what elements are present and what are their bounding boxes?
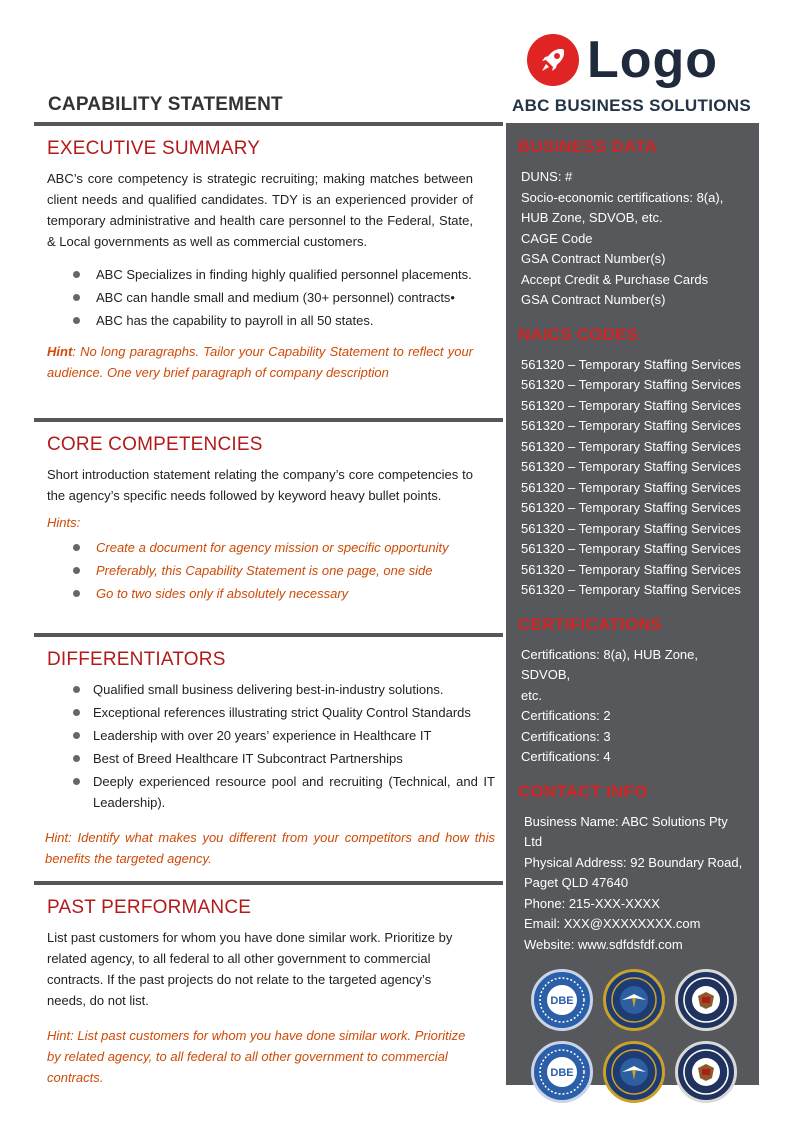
- list-item: Socio-economic certifications: 8(a),: [521, 189, 724, 205]
- certifications-list: [518, 645, 747, 768]
- differentiators-hint: Hint: Identify what makes you different from your competitors and how this benefits the targeted agency.: [45, 830, 495, 866]
- contact-business-name: Business Name: ABC Solutions Pty Ltd: [524, 813, 728, 849]
- core-competencies-section: [34, 418, 503, 633]
- bullet-icon: [73, 709, 80, 716]
- core-competencies-heading: CORE COMPETENCIES: [47, 434, 263, 455]
- list-item: Certifications: 2: [521, 708, 611, 723]
- bullet-icon: [73, 778, 80, 785]
- list-item: 561320 – Temporary Staffing Services: [521, 356, 741, 372]
- certifications-heading: CERTIFICATIONS: [518, 614, 663, 634]
- executive-summary-bullets: [47, 264, 473, 331]
- differentiators-bullets: [47, 679, 495, 813]
- list-item: Exceptional references illustrating strict Quality Control Standards: [47, 702, 495, 723]
- list-item: Preferably, this Capability Statement is one page, one side: [47, 560, 473, 581]
- bullet-icon: [73, 271, 80, 278]
- list-item: Deeply experienced resource pool and recruiting (Technical, and IT Leadership).: [47, 771, 495, 813]
- bullet-icon: [73, 755, 80, 762]
- contact-email: Email: XXX@XXXXXXXX.com: [524, 916, 701, 931]
- naics-heading: NAICS CODES: [518, 324, 639, 344]
- faa-seal-icon: [603, 1041, 665, 1103]
- faa-seal-icon: [603, 969, 665, 1031]
- contact-list: [518, 812, 747, 956]
- list-item: Certifications: 8(a), HUB Zone, SDVOB,: [521, 646, 699, 682]
- list-item: DUNS: #: [521, 169, 573, 184]
- list-item: GSA Contract Number(s): [521, 251, 666, 266]
- company-name: ABC BUSINESS SOLUTIONS: [512, 96, 751, 115]
- contact-address-line2: Paget QLD 47640: [524, 875, 629, 890]
- bullet-icon: [73, 567, 80, 574]
- list-item: Certifications: 4: [521, 749, 611, 764]
- page-title: CAPABILITY STATEMENT: [48, 94, 283, 115]
- list-item: Accept Credit & Purchase Cards: [521, 271, 709, 287]
- list-item: Create a document for agency mission or specific opportunity: [47, 537, 473, 558]
- list-item: 561320 – Temporary Staffing Services: [521, 418, 741, 433]
- list-item: Certifications: 3: [521, 728, 611, 744]
- list-item: 561320 – Temporary Staffing Services: [521, 397, 741, 413]
- past-performance-body: List past customers for whom you have done similar work. Prioritize by related agency, to all federal to all other government to commercial contracts. If the past projects do not relate to the targeted agency’s needs, do not list.: [47, 930, 453, 1008]
- core-competencies-body: Short introduction statement relating the company’s core competencies to the agency’s specific needs followed by keyword heavy bullet points.: [47, 467, 473, 503]
- certification-badges: [518, 969, 747, 1103]
- business-data-list: [518, 167, 747, 311]
- executive-summary-hint: Hint: No long paragraphs. Tailor your Capability Statement to reflect your audience. One very brief paragraph of company description: [47, 344, 473, 380]
- bullet-icon: [73, 686, 80, 693]
- differentiators-heading: DIFFERENTIATORS: [47, 649, 226, 670]
- list-item: 561320 – Temporary Staffing Services: [521, 520, 741, 536]
- bullet-icon: [73, 544, 80, 551]
- past-performance-hint: Hint: List past customers for whom you have done similar work. Prioritize by related agency, to all federal to all other government to commercial contracts.: [47, 1028, 466, 1085]
- logo: [527, 30, 718, 90]
- list-item: 561320 – Temporary Staffing Services: [521, 459, 741, 474]
- executive-summary-body: ABC’s core competency is strategic recruiting; making matches between client needs and qualified candidates. TDY is an experienced provider of temporary administrative and health care personnel to the Federal, State, & Local governments as well as commercial customers.: [47, 171, 473, 249]
- bullet-icon: [73, 732, 80, 739]
- list-item: HUB Zone, SDVOB, etc.: [521, 210, 663, 225]
- naics-list: [518, 355, 747, 601]
- contact-phone: Phone: 215-XXX-XXXX: [524, 895, 660, 911]
- core-competencies-hints-label: Hints:: [47, 515, 81, 530]
- veterans-affairs-seal-icon: [675, 1041, 737, 1103]
- contact-website: Website: www.sdfdsfdf.com: [524, 936, 683, 952]
- veterans-affairs-seal-icon: [675, 969, 737, 1031]
- list-item: 561320 – Temporary Staffing Services: [521, 377, 741, 392]
- bullet-icon: [73, 294, 80, 301]
- differentiators-section: [34, 633, 503, 881]
- list-item: ABC Specializes in finding highly qualified personnel placements.: [47, 264, 473, 285]
- svg-text:DBE: DBE: [550, 1067, 574, 1079]
- main-content: [34, 122, 503, 1085]
- past-performance-heading: PAST PERFORMANCE: [47, 897, 252, 918]
- list-item: Best of Breed Healthcare IT Subcontract Partnerships: [47, 748, 495, 769]
- list-item: ABC has the capability to payroll in all 50 states.: [47, 310, 473, 331]
- svg-text:DBE: DBE: [550, 995, 574, 1007]
- contact-heading: CONTACT INFO: [518, 781, 648, 801]
- core-competencies-hints: [47, 537, 473, 604]
- list-item: ABC can handle small and medium (30+ personnel) contracts•: [47, 287, 473, 308]
- list-item: Leadership with over 20 years’ experience in Healthcare IT: [47, 725, 495, 746]
- dbe-certified-seal-icon: [531, 969, 593, 1031]
- list-item: Go to two sides only if absolutely necessary: [47, 583, 473, 604]
- contact-address: Physical Address: 92 Boundary Road,: [524, 854, 743, 870]
- list-item: CAGE Code: [521, 230, 593, 246]
- dbe-certified-seal-icon: [531, 1041, 593, 1103]
- past-performance-section: [34, 881, 503, 1085]
- list-item: GSA Contract Number(s): [521, 292, 666, 307]
- list-item: 561320 – Temporary Staffing Services: [521, 582, 741, 597]
- executive-summary-section: [34, 122, 503, 418]
- list-item: etc.: [521, 687, 542, 703]
- business-data-heading: BUSINESS DATA: [518, 137, 657, 156]
- executive-summary-heading: EXECUTIVE SUMMARY: [47, 138, 261, 159]
- list-item: 561320 – Temporary Staffing Services: [521, 561, 741, 577]
- list-item: 561320 – Temporary Staffing Services: [521, 500, 741, 515]
- list-item: 561320 – Temporary Staffing Services: [521, 438, 741, 454]
- bullet-icon: [73, 590, 80, 597]
- rocket-icon: [527, 34, 579, 86]
- bullet-icon: [73, 317, 80, 324]
- list-item: Qualified small business delivering best-in-industry solutions.: [47, 679, 495, 700]
- logo-text: Logo: [587, 31, 719, 89]
- list-item: 561320 – Temporary Staffing Services: [521, 541, 741, 556]
- sidebar: [506, 123, 759, 1085]
- list-item: 561320 – Temporary Staffing Services: [521, 479, 741, 495]
